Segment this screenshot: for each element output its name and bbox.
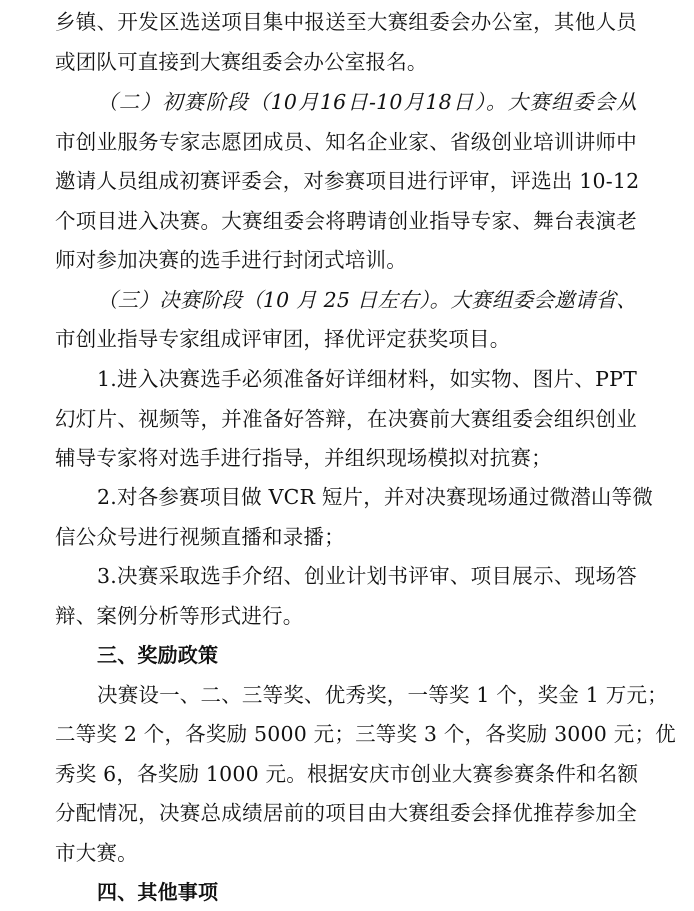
paragraph-line-2: 或团队可直接到大赛组委会办公室报名。 xyxy=(55,50,428,74)
stage-preliminary-line-4: 个项目进入决赛。大赛组委会将聘请创业指导专家、舞台表演老 xyxy=(55,209,637,233)
final-item-2-line-2: 信公众号进行视频直播和录播； xyxy=(55,525,345,549)
stage-final-line-1: （三）决赛阶段（10 月 25 日左右）。大赛组委会邀请省、 xyxy=(97,288,637,312)
section-heading-other: 四、其他事项 xyxy=(97,880,219,904)
awards-line-1: 决赛设一、二、三等奖、优秀奖，一等奖 1 个，奖金 1 万元； xyxy=(97,683,668,707)
awards-line-5: 市大赛。 xyxy=(55,841,138,865)
paragraph-line-1: 乡镇、开发区选送项目集中报送至大赛组委会办公室，其他人员 xyxy=(55,10,637,34)
awards-line-2: 二等奖 2 个，各奖励 5000 元；三等奖 3 个，各奖励 3000 元；优 xyxy=(55,722,676,746)
awards-line-4: 分配情况，决赛总成绩居前的项目由大赛组委会择优推荐参加全 xyxy=(55,801,637,825)
stage-final-line-2: 市创业指导专家组成评审团，择优评定获奖项目。 xyxy=(55,327,511,351)
final-item-1-line-1: 1.进入决赛选手必须准备好详细材料，如实物、图片、PPT xyxy=(97,367,637,391)
final-item-3-line-1: 3.决赛采取选手介绍、创业计划书评审、项目展示、现场答 xyxy=(97,564,637,588)
final-item-1-line-3: 辅导专家将对选手进行指导，并组织现场模拟对抗赛； xyxy=(55,446,552,470)
final-item-2-line-1: 2.对各参赛项目做 VCR 短片，并对决赛现场通过微潜山等微 xyxy=(97,485,654,509)
final-item-1-line-2: 幻灯片、视频等，并准备好答辩，在决赛前大赛组委会组织创业 xyxy=(55,407,637,431)
stage-preliminary-line-1: （二）初赛阶段（10月16日-10月18日）。大赛组委会从 xyxy=(97,90,637,114)
final-item-3-line-2: 辩、案例分析等形式进行。 xyxy=(55,604,304,628)
stage-preliminary-line-5: 师对参加决赛的选手进行封闭式培训。 xyxy=(55,248,407,272)
stage-preliminary-line-3: 邀请人员组成初赛评委会，对参赛项目进行评审，评选出 10-12 xyxy=(55,169,640,193)
stage-preliminary-line-2: 市创业服务专家志愿团成员、知名企业家、省级创业培训讲师中 xyxy=(55,130,637,154)
section-heading-awards: 三、奖励政策 xyxy=(97,643,219,667)
awards-line-3: 秀奖 6，各奖励 1000 元。根据安庆市创业大赛参赛条件和名额 xyxy=(55,762,639,786)
